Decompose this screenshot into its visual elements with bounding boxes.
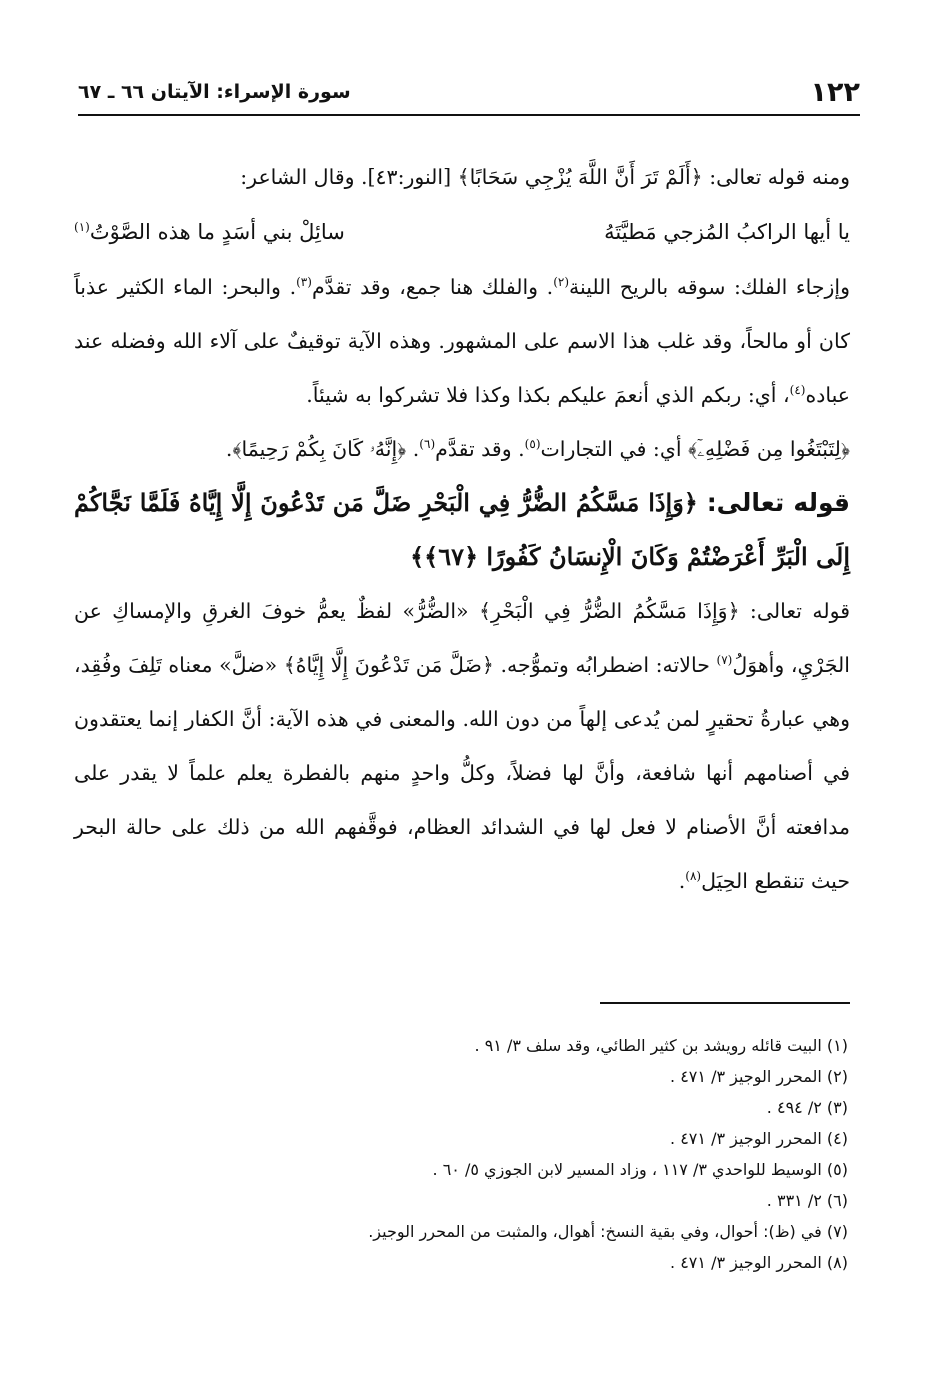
footnote: (٧) في (ظ): أحوال، وفي بقية النسخ: أهوال، والمثبت من المحرر الوجيز. <box>368 1222 848 1241</box>
paragraph <box>74 150 850 204</box>
footnote-divider <box>600 1002 850 1004</box>
footnote: (٣) ٢/ ٤٩٤ . <box>766 1098 848 1117</box>
footnote: (٦) ٢/ ٣٣١ . <box>766 1191 848 1210</box>
footnotes <box>80 1030 848 1278</box>
paragraph-text: ومنه قوله تعالى: ﴿أَلَمْ تَرَ أَنَّ اللَّهَ يُزْجِي سَحَابًا﴾ [النور:٤٣]. وقال الشاعر: <box>240 165 850 189</box>
page-number: ١٢٢ <box>810 76 860 108</box>
footnote-marker: (٥) <box>524 437 541 452</box>
main-text <box>74 150 850 908</box>
heading-lead: قوله تعالى: <box>706 488 850 517</box>
footnote-marker: (٦) <box>419 437 436 452</box>
footnote: (٥) الوسيط للواحدي ٣/ ١١٧ ، وزاد المسير لابن الجوزي ٥/ ٦٠ . <box>432 1160 848 1179</box>
footnote-marker: (١) <box>74 220 90 234</box>
paragraph: قوله تعالى: ﴿وَإِذَا مَسَّكُمُ الضُّرُّ فِي الْبَحْرِ﴾ «الضُّرُّ» لفظٌ يعمُّ خوفَ الغرقِ والإمساكِ عن الجَرْيِ، وأهوَلُ$^{(٧)}$ حالاته: اضطرابُه وتموُّجه. ﴿ضَلَّ مَن تَدْعُونَ إِلَّا إِيَّاهُ﴾ «ضلَّ» معناه تَلِفَ وفُقِد، وهي عبارةُ تحقيرٍ لمن يُدعى إلهاً من دون الله. والمعنى في هذه الآية: أنَّ الكفار إنما يعتقدون في أصنامهم أنها شافعة، وأنَّ لها فضلاً، وكلُّ واحدٍ منهم بالفطرة يعلم علماً لا يقدر على مدافعته أنَّ الأصنام لا فعل لها في الشدائد العظام، فوقَّفهم الله من ذلك على حالة البحر حيث تنقطع الحِيَل$^{(٨)}$. <box>74 599 850 893</box>
footnote-marker: (٧) <box>716 653 733 668</box>
footnote-marker: (٤) <box>789 383 806 398</box>
footnote-marker: (٨) <box>685 869 702 884</box>
paragraph: وإزجاء الفلك: سوقه بالريح اللينة$^{(٢)}$. والفلك هنا جمع، وقد تقدَّم$^{(٣)}$. والبحر: الماء الكثير عذباً كان أو مالحاً، وقد غلب هذا الاسم على المشهور. وهذه الآية توقيفٌ على آلاء الله وفضله عند عباده$^{(٤)}$، أي: ربكم الذي أنعمَ عليكم بكذا وكذا فلا تشركوا به شيئاً. <box>74 275 850 407</box>
footnote-marker: (٣) <box>296 275 312 290</box>
poetry-verse <box>74 204 850 260</box>
verse-heading <box>74 476 850 584</box>
footnote: (١) البيت قائله رويشد بن كثير الطائي، وقد سلف ٣/ ٩١ . <box>474 1036 848 1055</box>
footnote: (٨) المحرر الوجيز ٣/ ٤٧١ . <box>670 1253 848 1272</box>
page-header <box>78 70 860 116</box>
paragraph: ﴿لِتَبْتَغُوا مِن فَضْلِهِۦٓ﴾ أي: في التجارات$^{(٥)}$. وقد تقدَّم$^{(٦)}$. ﴿إِنَّهُۥ كَانَ بِكُمْ رَحِيمًا﴾. <box>225 437 850 461</box>
running-title: سورة الإسراء: الآيتان ٦٦ ـ ٦٧ <box>78 81 351 103</box>
verse-second-hemistich: سائِلْ بني أسَدٍ ما هذه الصَّوْتُ$^{(١)}$ <box>74 220 345 244</box>
quran-verse: ﴿وَإِذَا مَسَّكُمُ الضُّرُّ فِي الْبَحْرِ ضَلَّ مَن تَدْعُونَ إِلَّا إِيَّاهُ فَلَمَّا نَجَّاكُمْ إِلَى الْبَرِّ أَعْرَضْتُمْ وَكَانَ الْإِنسَانُ كَفُورًا ﴿٦٧﴾﴾ <box>74 488 850 571</box>
verse-first-hemistich: يا أيها الراكبُ المُزجي مَطيَّتَهُ <box>604 220 850 244</box>
footnote: (٢) المحرر الوجيز ٣/ ٤٧١ . <box>670 1067 848 1086</box>
footnote: (٤) المحرر الوجيز ٣/ ٤٧١ . <box>670 1129 848 1148</box>
footnote-marker: (٢) <box>553 275 570 290</box>
